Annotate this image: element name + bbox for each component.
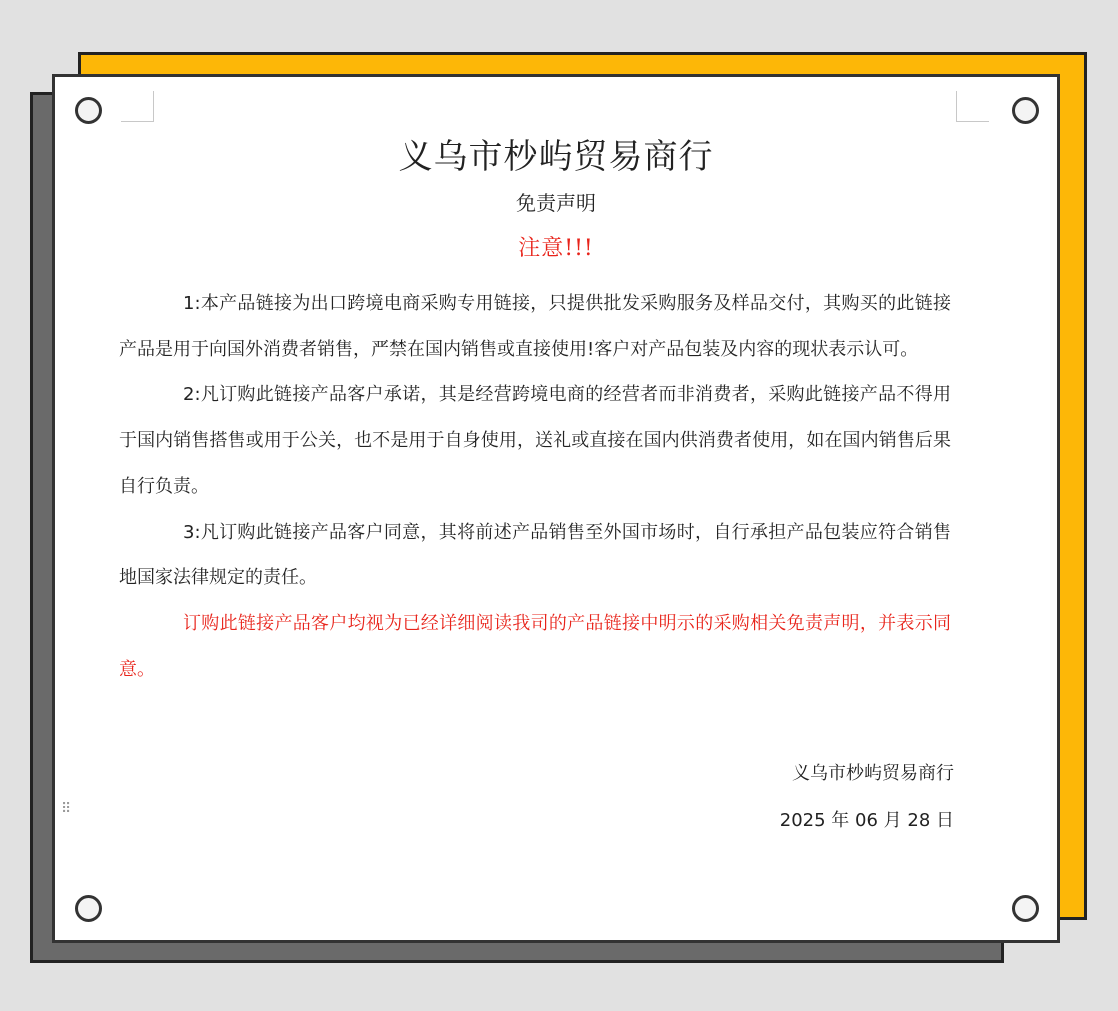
signature-date: 2025 年 06 月 28 日 (779, 810, 954, 831)
disclaimer-body (119, 281, 951, 692)
crop-mark-icon-top-right (956, 91, 989, 122)
pin-icon-bottom-right (1012, 895, 1039, 922)
crop-mark-icon-top-left (121, 91, 154, 122)
document-title: 义乌市杪屿贸易商行 (398, 137, 714, 177)
consent-statement: 订购此链接产品客户均视为已经详细阅读我司的产品链接中明示的采购相关免责声明，并表示同意。 (119, 612, 951, 680)
signature-company: 义乌市杪屿贸易商行 (792, 763, 954, 784)
pin-icon-top-right (1012, 97, 1039, 124)
pin-icon-top-left (75, 97, 102, 124)
drag-handle-icon[interactable]: ⠿ (61, 801, 73, 817)
document-subtitle: 免责声明 (516, 191, 596, 215)
disclaimer-sheet (52, 74, 1060, 943)
pin-icon-bottom-left (75, 895, 102, 922)
clause-2: 2:凡订购此链接产品客户承诺，其是经营跨境电商的经营者而非消费者，采购此链接产品不得用于国内销售搭售或用于公关，也不是用于自身使用，送礼或直接在国内供消费者使用，如在国内销售后果自行负责。 (119, 384, 951, 497)
clause-1: 1:本产品链接为出口跨境电商采购专用链接，只提供批发采购服务及样品交付，其购买的此链接产品是用于向国外消费者销售，严禁在国内销售或直接使用!客户对产品包装及内容的现状表示认可。 (119, 293, 951, 360)
notice-heading: 注意!!! (518, 236, 594, 261)
clause-3: 3:凡订购此链接产品客户同意，其将前述产品销售至外国市场时，自行承担产品包装应符合销售地国家法律规定的责任。 (119, 521, 951, 589)
